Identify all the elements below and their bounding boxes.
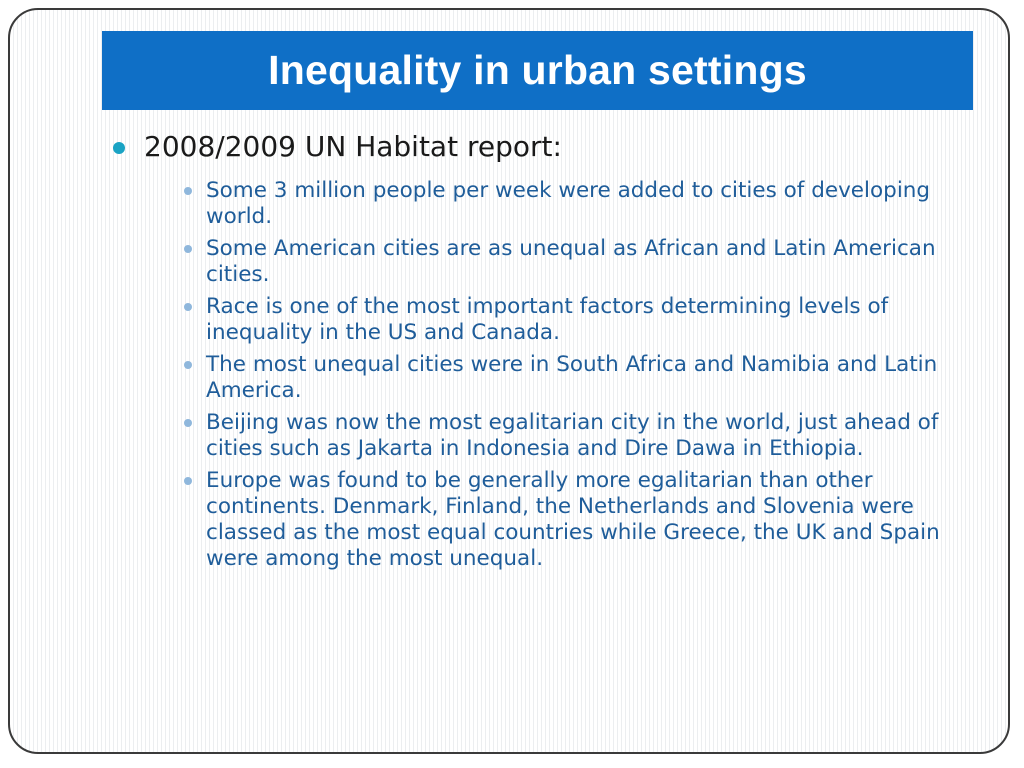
main-bullet-text: 2008/2009 UN Habitat report: <box>144 130 562 163</box>
sub-bullet-item <box>184 294 973 346</box>
sub-bullet-dot-icon <box>184 477 192 485</box>
sub-bullet-text: Europe was found to be generally more egalitarian than other continents. Denmark, Finland, the Netherlands and Slovenia were classed as the most equal countries while Greece, the UK and Spain were among the most unequal. <box>206 468 940 571</box>
sub-bullet-dot-icon <box>184 361 192 369</box>
sub-bullet-text: The most unequal cities were in South Africa and Namibia and Latin America. <box>206 352 938 403</box>
sub-bullet-text: Some 3 million people per week were added to cities of developing world. <box>206 178 931 229</box>
sub-bullet-item <box>184 352 973 404</box>
sub-bullet-list <box>113 178 973 572</box>
sub-bullet-dot-icon <box>184 419 192 427</box>
bullet-dot-icon <box>113 142 125 154</box>
slide-content <box>113 128 973 578</box>
sub-bullet-text: Some American cities are as unequal as African and Latin American cities. <box>206 236 936 287</box>
sub-bullet-item <box>184 468 973 572</box>
sub-bullet-dot-icon <box>184 303 192 311</box>
sub-bullet-item <box>184 236 973 288</box>
title-bar <box>102 31 973 110</box>
sub-bullet-item <box>184 410 973 462</box>
sub-bullet-text: Beijing was now the most egalitarian city in the world, just ahead of cities such as Jakarta in Indonesia and Dire Dawa in Ethiopia. <box>206 410 939 461</box>
sub-bullet-item <box>184 178 973 230</box>
sub-bullet-dot-icon <box>184 245 192 253</box>
slide-title: Inequality in urban settings <box>268 47 807 93</box>
sub-bullet-text: Race is one of the most important factors determining levels of inequality in the US and Canada. <box>206 294 889 345</box>
sub-bullet-dot-icon <box>184 187 192 195</box>
main-bullet-item <box>113 128 973 166</box>
